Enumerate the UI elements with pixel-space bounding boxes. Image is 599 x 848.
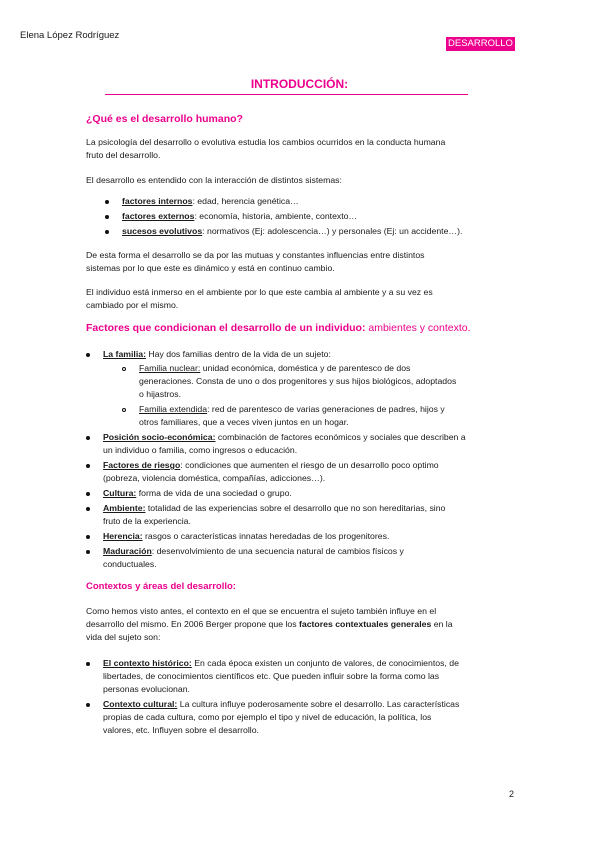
section1-p1-line2: fruto del desarrollo. <box>86 150 161 160</box>
section1-heading: ¿Qué es el desarrollo humano? <box>86 113 243 125</box>
term: Cultura: <box>103 488 137 498</box>
term: Ambiente: <box>103 503 146 513</box>
list-item-posicion-line2: un individuo o familia, como ingresos o educación. <box>103 445 298 455</box>
bullet-icon <box>86 353 90 357</box>
title-divider <box>105 94 468 95</box>
section3-p1-line2: desarrollo del mismo. En 2006 Berger propone que los factores contextuales generales en la <box>86 619 453 629</box>
definition: : edad, herencia genética… <box>192 196 299 206</box>
list-item-familia <box>86 348 546 361</box>
bullet-icon <box>105 215 109 219</box>
list-item-ambiente-line2: fruto de la experiencia. <box>103 516 191 526</box>
term: El contexto histórico: <box>103 658 192 668</box>
list-item-cultural-line2: propias de cada cultura, como por ejemplo el tipo y nivel de educación, la política, los <box>103 712 432 722</box>
term: factores externos <box>122 211 195 221</box>
circle-bullet-icon <box>122 408 126 412</box>
bullet-icon <box>86 703 90 707</box>
term: La familia: <box>103 349 146 359</box>
page-title: INTRODUCCIÓN: <box>250 77 349 91</box>
bullet-icon <box>105 230 109 234</box>
definition: : economía, historia, ambiente, contexto… <box>194 211 358 221</box>
list-item-riesgo-line2: (pobreza, violencia doméstica, compañías, adicciones…). <box>103 473 326 483</box>
list-item-cultural-line3: valores, etc. Influyen sobre el desarrollo. <box>103 725 259 735</box>
list-item-maduracion-line2: conductuales. <box>103 559 157 569</box>
term: Contexto cultural: <box>103 699 178 709</box>
term: Maduración <box>103 546 152 556</box>
section3-p1-line3: vida del sujeto son: <box>86 632 161 642</box>
bullet-icon <box>86 507 90 511</box>
section1-p4-line2: cambiado por el mismo. <box>86 300 179 310</box>
section3-p1-line1: Como hemos visto antes, el contexto en el que se encuentra el sujeto también influye en el <box>86 606 437 616</box>
bullet-icon <box>86 550 90 554</box>
term: Herencia: <box>103 531 143 541</box>
bullet-icon <box>86 535 90 539</box>
section1-p4-line1: El individuo está inmerso en el ambiente por lo que este cambia al ambiente y a su vez es <box>86 287 433 297</box>
term: sucesos evolutivos <box>122 226 203 236</box>
bullet-icon <box>105 200 109 204</box>
list-item-historico-line2: libertades, de conocimientos científicos etc. Que pueden influir sobre la forma como las <box>103 671 440 681</box>
sub-item-extendida-line2: otros familiares, que a veces viven juntos en un hogar. <box>139 417 349 427</box>
definition: : normativos (Ej: adolescencia…) y personales (Ej: un accidente…). <box>202 226 463 236</box>
term: Familia extendida <box>139 404 208 414</box>
section1-p1-line1: La psicología del desarrollo o evolutiva estudia los cambios ocurridos en la conducta humana <box>86 137 446 147</box>
bullet-icon <box>86 436 90 440</box>
bullet-icon <box>86 492 90 496</box>
definition: Hay dos familias dentro de la vida de un sujeto: <box>145 349 331 359</box>
term: Factores de riesgo <box>103 460 181 470</box>
term: Posición socio-económica: <box>103 432 216 442</box>
sub-item-nuclear-line2: generaciones. Consta de uno o dos progenitores y sus hijos biológicos, adoptados <box>139 376 457 386</box>
circle-bullet-icon <box>122 367 126 371</box>
section3-heading: Contextos y áreas del desarrollo: <box>86 581 236 592</box>
section2-heading: Factores que condicionan el desarrollo de un individuo: ambientes y contexto. <box>86 322 471 334</box>
section1-p2: El desarrollo es entendido con la interacción de distintos sistemas: <box>86 175 342 185</box>
author-name: Elena López Rodríguez <box>20 30 120 41</box>
section1-p3-line1: De esta forma el desarrollo se da por las mutuas y constantes influencias entre distintos <box>86 250 425 260</box>
term: factores internos <box>122 196 193 206</box>
bullet-icon <box>86 662 90 666</box>
subject-tag: DESARROLLO <box>448 38 513 49</box>
term: Familia nuclear: <box>139 363 201 373</box>
sub-item-nuclear-line3: o hijastros. <box>139 389 182 399</box>
bullet-icon <box>86 464 90 468</box>
section1-p3-line2: sistemas por lo que este es dinámico y está en continuo cambio. <box>86 263 335 273</box>
list-item-historico-line3: personas evolucionan. <box>103 684 190 694</box>
page-number: 2 <box>509 789 515 799</box>
